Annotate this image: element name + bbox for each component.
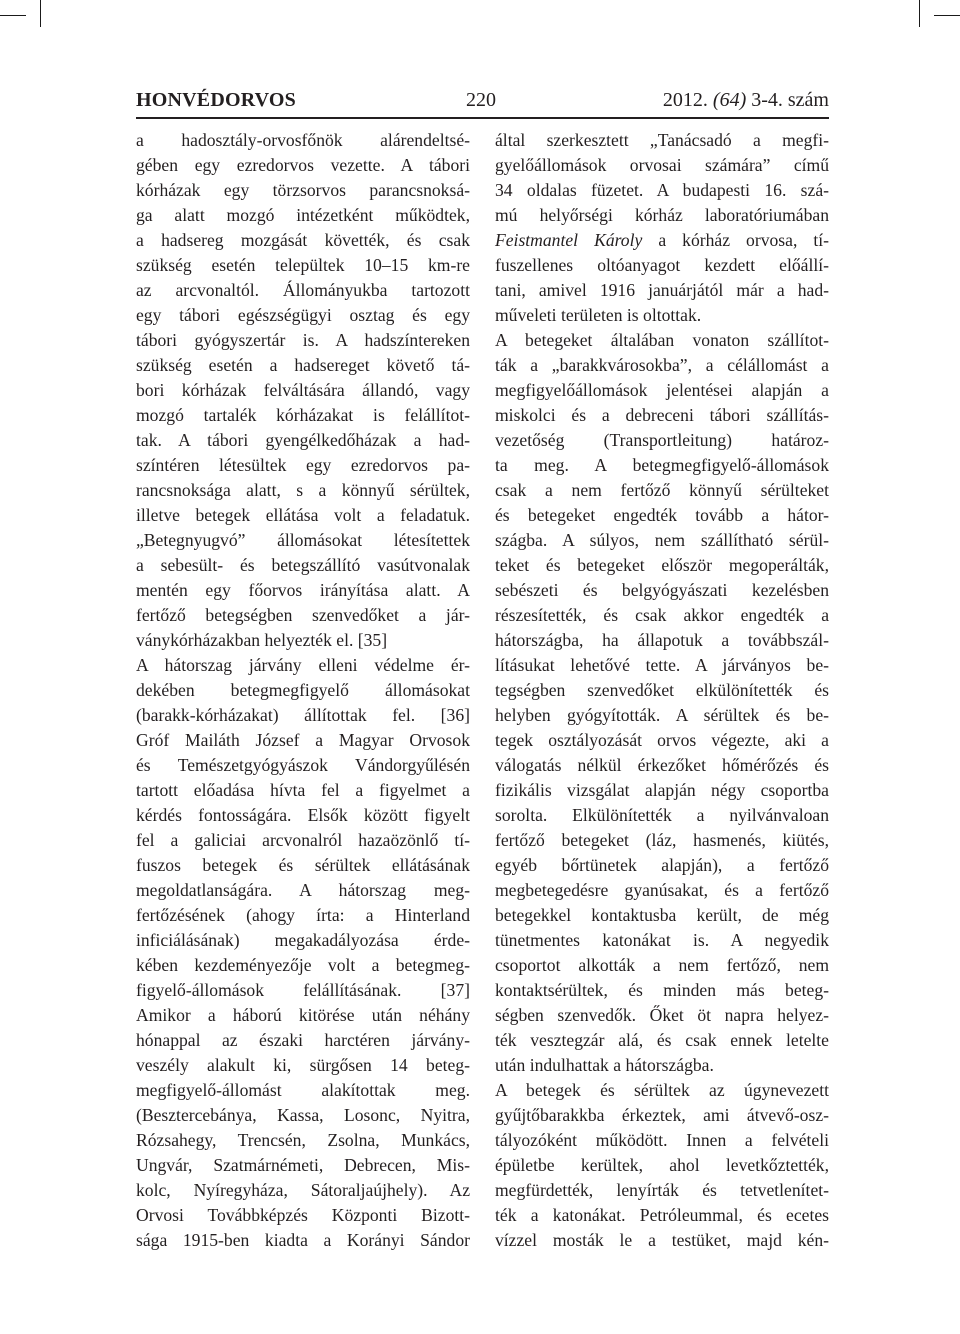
text-line: (barakk-kórházakat) állítottak fel. [36] bbox=[136, 705, 470, 725]
text-line: veszély alakult ki, sürgősen 14 beteg- bbox=[136, 1055, 470, 1075]
text-line: dekében betegmegfigyelő állomásokat bbox=[136, 680, 470, 700]
text-line: kórházak egy törzsorvos parancsnoksá- bbox=[136, 180, 470, 200]
text-line: a sebesült- és betegszállító vasútvonalak bbox=[136, 555, 470, 575]
text-line: Ungvár, Szatmárnémeti, Debrecen, Mis- bbox=[136, 1155, 470, 1175]
text-line: „Betegnyugvó” állomásokat létesítettek bbox=[136, 530, 470, 550]
text-line: fel a galiciai arcvonalról hazaözönlő tí- bbox=[136, 830, 470, 850]
text-line: megfürdették, lenyírták és tetvetlenítet- bbox=[495, 1180, 829, 1200]
text-line: szükség esetén a hadsereget követő tá- bbox=[136, 355, 470, 375]
header-rule bbox=[136, 117, 829, 119]
text-line: válogatás nélkül érkezőket hőmérőzés és bbox=[495, 755, 829, 775]
text-line: egy tábori egészségügyi osztag és egy bbox=[136, 305, 470, 325]
right-text-column bbox=[495, 128, 829, 1253]
text-line: mú helyőrségi kórház laboratóriumában bbox=[495, 205, 829, 225]
text-line: és Temészetgyógyászok Vándorgyűlésén bbox=[136, 755, 470, 775]
text-line: lításukat lehetővé tette. A járványos be- bbox=[495, 655, 829, 675]
text-line: fertőző betegeket (láz, hasmenés, kiütés, bbox=[495, 830, 829, 850]
text-line: illetve betegek ellátása volt a feladatuk. bbox=[136, 505, 470, 525]
text-line: tani, amivel 1916 januárjától már a had- bbox=[495, 280, 829, 300]
running-header bbox=[136, 89, 829, 117]
page-number: 220 bbox=[466, 89, 496, 111]
text-line: ték a katonákat. Petróleummal, és ecetes bbox=[495, 1205, 829, 1225]
text-line: A betegeket általában vonaton szállítot- bbox=[495, 330, 829, 350]
text-line: színtéren létesültek egy ezredorvos pa- bbox=[136, 455, 470, 475]
text-line: betegekkel kontaktusba került, de még bbox=[495, 905, 829, 925]
text-line: fuszellenes oltóanyagot kezdett előállí- bbox=[495, 255, 829, 275]
text-line: megoldatlanságára. A hátorszag meg- bbox=[136, 880, 470, 900]
text-line: egyéb bőrtünetek alapján), a fertőző bbox=[495, 855, 829, 875]
text-line: ga alatt mozgó intézetként működtek, bbox=[136, 205, 470, 225]
text-line: inficiálásának) megakadályozása érde- bbox=[136, 930, 470, 950]
text-line: gyűjtőbarakkba érkeztek, ami átvevő-osz- bbox=[495, 1105, 829, 1125]
text-line: helyben gyógyították. A sérültek és be- bbox=[495, 705, 829, 725]
text-line: tünetmentes katonákat is. A negyedik bbox=[495, 930, 829, 950]
text-line: fertőző betegségben szenvedőket a jár- bbox=[136, 605, 470, 625]
text-line: sorolta. Elkülönítették a nyilvánvaloan bbox=[495, 805, 829, 825]
text-line: Feistmantel Károly a kórház orvosa, tí- bbox=[495, 230, 829, 250]
text-line: műveleti területen is oltottak. bbox=[495, 305, 702, 325]
text-line: kében kezdeményezője volt a betegmeg- bbox=[136, 955, 470, 975]
text-line: tegségben szenvedőket elkülönítették és bbox=[495, 680, 829, 700]
text-line: ványkórházakban helyezték el. [35] bbox=[136, 630, 388, 650]
text-line: sebészeti és belgyógyászati kezelésben bbox=[495, 580, 829, 600]
text-line: tábori gyógyszertár is. A hadszíntereken bbox=[136, 330, 470, 350]
text-line: tartott előadása hívta fel a figyelmet a bbox=[136, 780, 470, 800]
text-line: által szerkesztett „Tanácsadó a megfi- bbox=[495, 130, 829, 150]
text-line: ták a „barakkvárosokba”, a célállomást a bbox=[495, 355, 829, 375]
text-line: kontaktsérültek, és minden más beteg- bbox=[495, 980, 829, 1000]
text-line: vezetőség (Transportleitung) határoz- bbox=[495, 430, 829, 450]
text-line: A hátorszag járvány elleni védelme ér- bbox=[136, 655, 470, 675]
text-line: csak a nem fertőző könnyű sérülteket bbox=[495, 480, 829, 500]
text-line: kolc, Nyíregyháza, Sátoraljaújhely). Az bbox=[136, 1180, 470, 1200]
text-line: szágba. A súlyos, nem szállítható sérül- bbox=[495, 530, 829, 550]
text-line: a hadosztály-orvosfőnök alárendeltsé- bbox=[136, 130, 470, 150]
text-line: (Besztercebánya, Kassa, Losonc, Nyitra, bbox=[136, 1105, 470, 1125]
text-line: tegek osztályozását orvos végezte, aki a bbox=[495, 730, 829, 750]
text-line: Amikor a háború kitörése után néhány bbox=[136, 1005, 470, 1025]
text-line: gyelőállomások orvosai számára” című bbox=[495, 155, 829, 175]
crop-mark-top-left-horizontal bbox=[0, 15, 26, 16]
person-name-italic: Feistmantel Károly bbox=[495, 230, 643, 250]
text-line: ta meg. A betegmegfigyelő-állomások bbox=[495, 455, 829, 475]
crop-mark-top-right-horizontal bbox=[934, 15, 960, 16]
text-line: A betegek és sérültek az úgynevezett bbox=[495, 1080, 829, 1100]
text-line: megfigyelő-állomást alakítottak meg. bbox=[136, 1080, 470, 1100]
text-line: miskolci és a debreceni tábori szállítás- bbox=[495, 405, 829, 425]
text-line: vízzel mosták le a testüket, majd kén- bbox=[495, 1230, 829, 1250]
text-line: a hadsereg mozgását követték, és csak bbox=[136, 230, 470, 250]
text-line: sága 1915-ben kiadta a Korányi Sándor bbox=[136, 1230, 470, 1250]
issue-volume: (64) bbox=[712, 89, 747, 111]
text-line: hónappal az északi harctéren járvány- bbox=[136, 1030, 470, 1050]
text-line: fertőzésének (ahogy írta: a Hinterland bbox=[136, 905, 470, 925]
text-line: Orvosi Továbbképzés Központi Bizott- bbox=[136, 1205, 470, 1225]
text-line: szükség esetén települtek 10–15 km-re bbox=[136, 255, 470, 275]
text-line: fizikális vizsgálat alapján négy csoportba bbox=[495, 780, 829, 800]
crop-mark-top-left-vertical bbox=[40, 0, 41, 27]
text-line: 34 oldalas füzetet. A budapesti 16. szá- bbox=[495, 180, 829, 200]
crop-mark-top-right-vertical bbox=[919, 0, 920, 27]
text-line: tak. A tábori gyengélkedőházak a had- bbox=[136, 430, 470, 450]
issue-info bbox=[663, 89, 829, 112]
text-line: figyelő-állomások felállításának. [37] bbox=[136, 980, 470, 1000]
text-line: Rózsahegy, Trencsén, Zsolna, Munkács, bbox=[136, 1130, 470, 1150]
text-line: ték vesztegzár alá, és csak ennek letelte bbox=[495, 1030, 829, 1050]
text-line: teket és betegeket először megoperálták, bbox=[495, 555, 829, 575]
text-line: bori kórházak felváltására állandó, vagy bbox=[136, 380, 470, 400]
text-line: után indulhattak a hátországba. bbox=[495, 1055, 714, 1075]
text-line: épületbe kerültek, ahol levetkőztették, bbox=[495, 1155, 829, 1175]
text-line: megbetegedésre gyanúsakat, és a fertőző bbox=[495, 880, 829, 900]
text-line: gében egy ezredorvos vezette. A tábori bbox=[136, 155, 470, 175]
text-line: tályozóként működött. Innen a felvételi bbox=[495, 1130, 829, 1150]
text-line: kérdés fontosságára. Elsők között figyelt bbox=[136, 805, 470, 825]
issue-year: 2012. bbox=[662, 89, 708, 111]
text-line: ségben szenvedők. Őket öt napra helyez- bbox=[495, 1005, 829, 1025]
text-line: és betegeket engedték tovább a hátor- bbox=[495, 505, 829, 525]
text-line: hátországba, ha állapotuk a továbbszál- bbox=[495, 630, 829, 650]
journal-title: HONVÉDORVOS bbox=[136, 89, 297, 111]
text-line: részesítették, és csak akkor engedték a bbox=[495, 605, 829, 625]
text-line: megfigyelőállomások jelentései alapján a bbox=[495, 380, 829, 400]
text-line: csoportot alkották a nem fertőző, nem bbox=[495, 955, 829, 975]
text-line: mozgó tartalék kórházakat is felállítot- bbox=[136, 405, 470, 425]
text-line: Gróf Mailáth József a Magyar Orvosok bbox=[136, 730, 470, 750]
text-line: mentén egy főorvos irányítása alatt. A bbox=[136, 580, 470, 600]
text-line: az arcvonaltól. Állományukba tartozott bbox=[136, 280, 470, 300]
issue-number: 3-4. szám bbox=[751, 89, 829, 111]
text-line: rancsnoksága alatt, s a könnyű sérültek, bbox=[136, 480, 470, 500]
left-text-column bbox=[136, 128, 470, 1253]
text-line: fuszos betegek és sérültek ellátásának bbox=[136, 855, 470, 875]
